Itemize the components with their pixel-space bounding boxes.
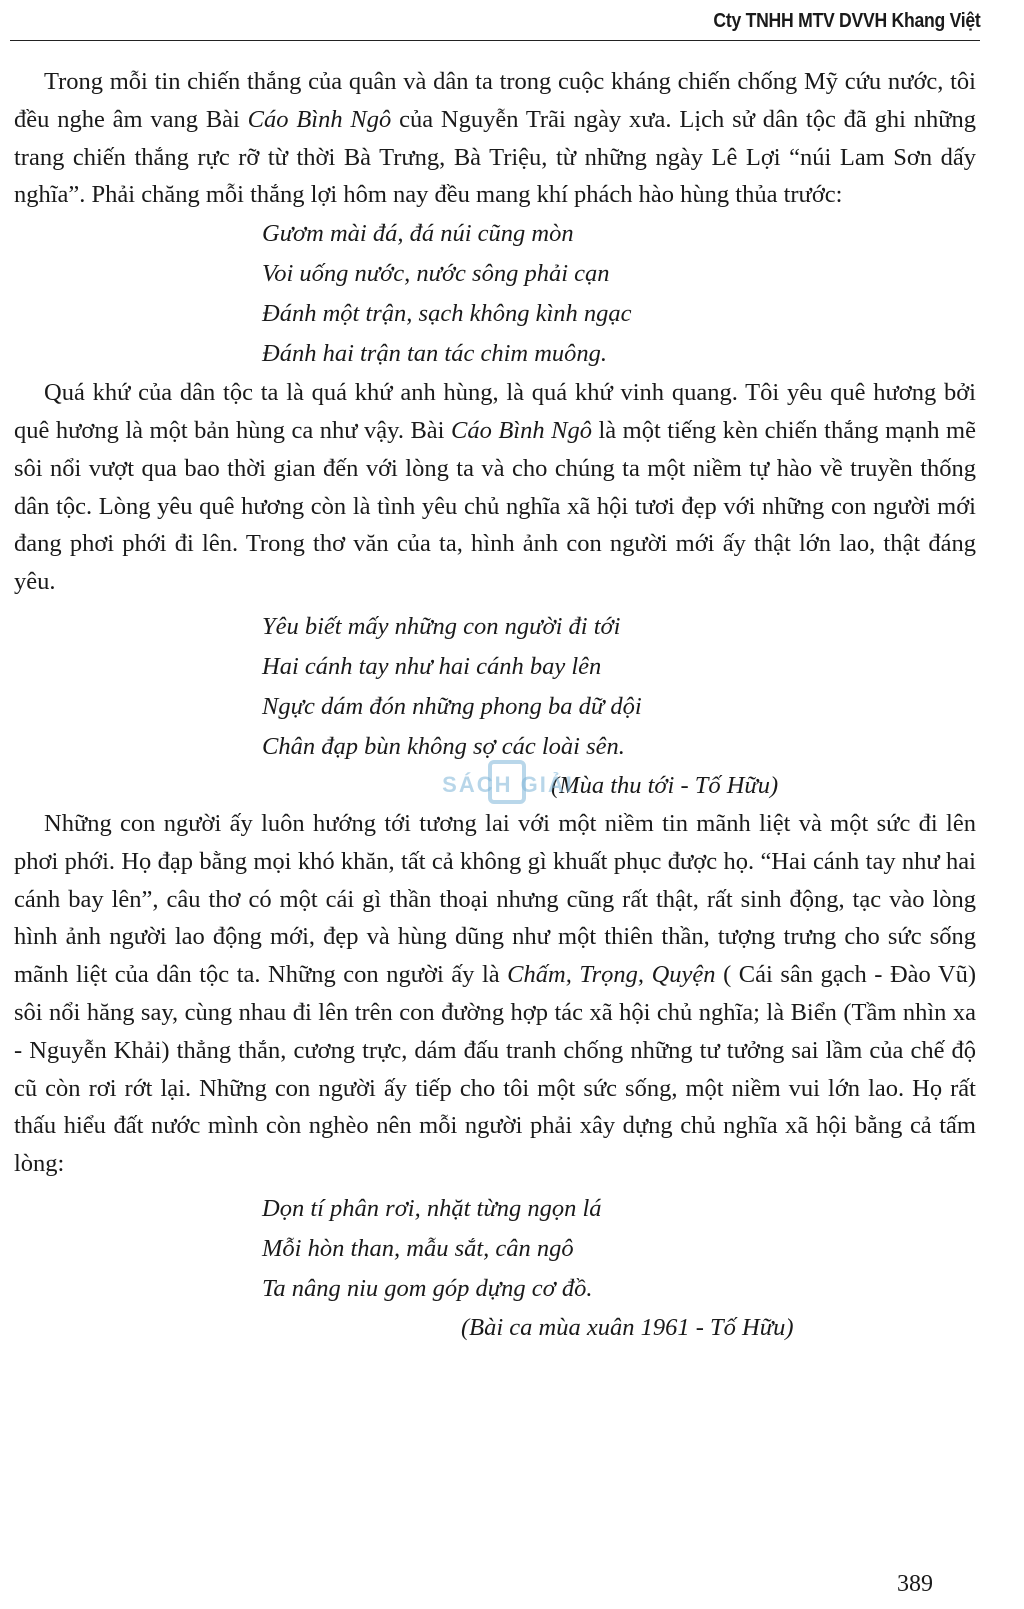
poem-2 xyxy=(262,607,976,767)
paragraph-3 xyxy=(14,805,976,1183)
poem-1 xyxy=(262,214,976,374)
paragraph-2-italic-title: Cáo Bình Ngô xyxy=(451,416,592,444)
poem-3-line-3: Ta nâng niu gom góp dựng cơ đồ. xyxy=(262,1274,593,1302)
poem-2-line-1: Yêu biết mấy những con người đi tới xyxy=(262,612,621,640)
poem-3 xyxy=(262,1189,976,1309)
poem-3-source: (Bài ca mùa xuân 1961 - Tố Hữu) xyxy=(461,1313,794,1341)
paragraph-3-text-a: Những con người ấy luôn hướng tới tương lai với một niềm tin mãnh liệt và một sức đi lên phơi phới. Họ đạp bằng mọi khó khăn, tất cả không gì khuất phục được họ. “Hai cánh tay như hai cánh bay lên”, câu thơ có một cái gì thần thoại nhưng cũng rất thật, rất sinh động, tạc vào lòng hình ảnh người lao động mới, đẹp và hùng dũng như một thiên thần, tượng trưng cho sức sống mãnh liệt của dân tộc ta. Những con người ấy là xyxy=(14,809,976,989)
poem-1-line-3: Đánh một trận, sạch không kình ngạc xyxy=(262,300,632,328)
poem-3-line-1: Dọn tí phân rơi, nhặt từng ngọn lá xyxy=(262,1194,602,1222)
poem-1-line-2: Voi uống nước, nước sông phải cạn xyxy=(262,260,610,288)
poem-2-line-2: Hai cánh tay như hai cánh bay lên xyxy=(262,652,602,680)
paragraph-2 xyxy=(14,374,976,601)
poem-3-line-2: Mỗi hòn than, mẫu sắt, cân ngô xyxy=(262,1234,574,1262)
paragraph-1-text-a: Trong mỗi tin chiến thắng của quân và dân ta trong cuộc kháng chiến chống Mỹ cứu nước, tôi đều nghe âm vang Bài xyxy=(14,68,976,133)
paragraph-1 xyxy=(14,63,976,214)
paragraph-3-italic-names: Chấm, Trọng, Quyện xyxy=(507,961,716,989)
paragraph-2-text-b: là một tiếng kèn chiến thắng mạnh mẽ sôi nổi vượt qua bao thời gian đến với lòng ta và cho chúng ta một niềm tự hào về truyền thống dân tộc. Lòng yêu quê hương còn là tình yêu chủ nghĩa xã hội tươi đẹp với những con người mới đang phơi phới đi lên. Trong thơ văn của ta, hình ảnh con người mới ấy thật lớn lao, thật đáng yêu. xyxy=(14,416,976,596)
poem-2-source: (Mùa thu tới - Tố Hữu) xyxy=(551,771,779,799)
poem-1-line-4: Đánh hai trận tan tác chim muông. xyxy=(262,340,608,368)
page-number: 389 xyxy=(897,1571,933,1597)
poem-2-line-4: Chân đạp bùn không sợ các loài sên. xyxy=(262,732,625,760)
watermark-text: SÁCH GIẢI xyxy=(442,772,574,797)
paragraph-1-italic-title: Cáo Bình Ngô xyxy=(247,105,392,133)
publisher-name: Cty TNHH MTV DVVH Khang Việt xyxy=(712,10,980,32)
paragraph-3-text-b: ( Cái sân gạch - Đào Vũ) sôi nổi hăng say, cùng nhau đi lên trên con đường hợp tác xã hội chủ nghĩa; là Biển (Tầm nhìn xa - Nguyễn Khải) thẳng thắn, cương trực, dám đấu tranh chống những tư tưởng sai lầm của chế độ cũ còn rơi rớt lại. Những con người ấy tiếp cho tôi một sức sống, một niềm vui lớn lao. Họ rất thấu hiểu đất nước mình còn nghèo nên mỗi người phải xây dựng chủ nghĩa xã hội bằng cả tấm lòng: xyxy=(14,961,976,1178)
paragraph-1-text-b: của Nguyễn Trãi ngày xưa. Lịch sử dân tộc đã ghi những trang chiến thắng rực rỡ từ thời Bà Trưng, Bà Triệu, từ những ngày Lê Lợi “núi Lam Sơn dấy nghĩa”. Phải chăng mỗi thắng lợi hôm nay đều mang khí phách hào hùng thủa trước: xyxy=(14,105,976,209)
poem-1-line-1: Gươm mài đá, đá núi cũng mòn xyxy=(262,220,574,248)
paragraph-2-text-a: Quá khứ của dân tộc ta là quá khứ anh hùng, là quá khứ vinh quang. Tôi yêu quê hương bởi quê hương là một bản hùng ca như vậy. Bài xyxy=(14,379,976,444)
poem-2-line-3: Ngực dám đón những phong ba dữ dội xyxy=(262,692,642,720)
page-header xyxy=(10,6,980,41)
page-content xyxy=(14,63,976,1347)
